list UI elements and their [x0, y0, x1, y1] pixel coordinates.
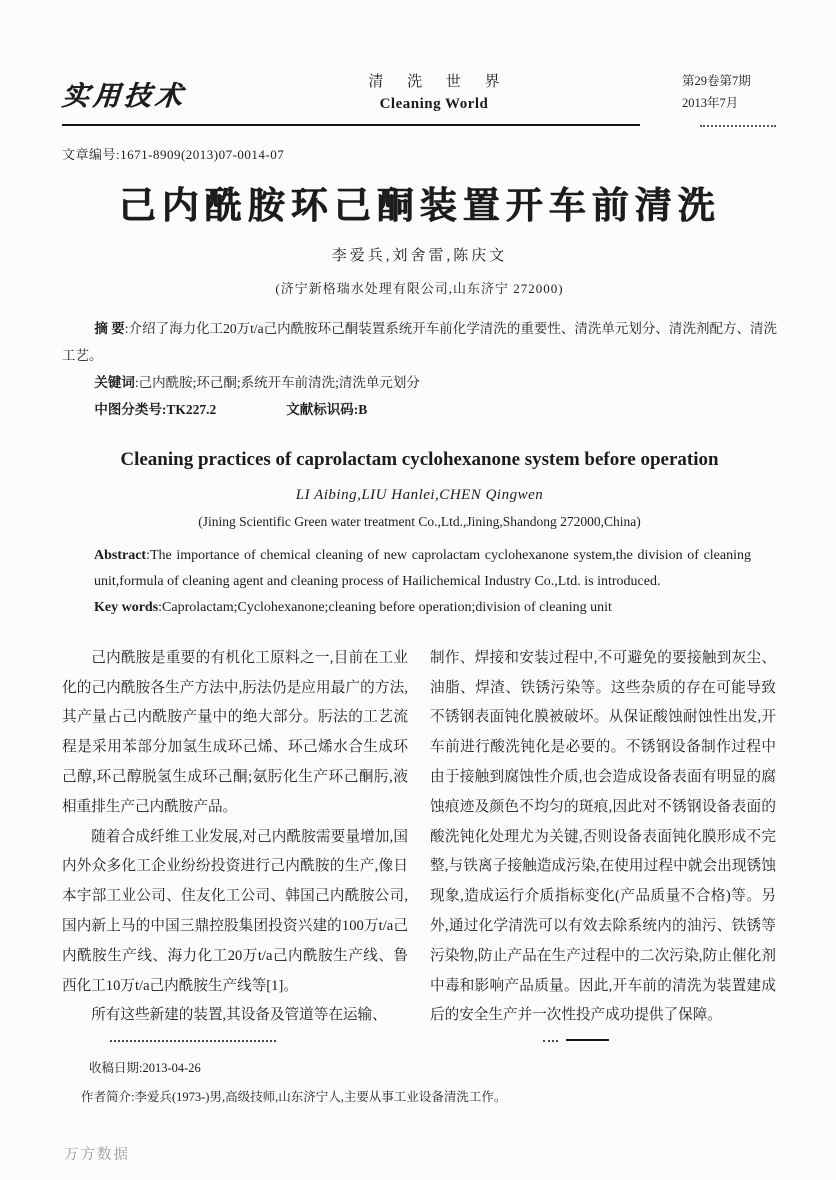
doc-code-value: :B [353, 401, 368, 417]
doc-code-label: 文献标识码 [286, 401, 354, 417]
clc-label: 中图分类号 [94, 401, 162, 417]
authors-cn: 李爱兵,刘舍雷,陈庆文 [331, 247, 508, 264]
abstract-cn-block [62, 315, 777, 423]
keywords-cn [62, 369, 777, 396]
body-column-left [62, 644, 408, 1031]
body-paragraph: 己内酰胺是重要的有机化工原料之一,目前在工业化的己内酰胺各生产方法中,肟法仍是应用最广的方法,其产量占己内酰胺产量中的绝大部分。肟法的工艺流程是采用苯部分加氢生成环己烯、环己烯水合生成环己醇,环己醇脱氢生成环己酮;氨肟化生产环己酮肟,液相重排生产己内酰胺产品。 [62, 649, 408, 815]
page-content [62, 0, 777, 1105]
body-column-right [430, 644, 776, 1031]
received-date: 收稿日期:2013-04-26 [89, 1061, 201, 1076]
abstract-cn-text: :介绍了海力化工20万t/a己内酰胺环己酮装置系统开车前化学清洗的重要性、清洗单元划分、清洗剂配方、清洗工艺。 [62, 320, 777, 363]
affiliation-en: (Jining Scientific Green water treatment Co.,Ltd.,Jining,Shandong 272000,China) [198, 513, 641, 529]
keywords-en-label: Key words [94, 599, 159, 615]
body-paragraph: 随着合成纤维工业发展,对己内酰胺需要量增加,国内外众多化工企业纷纷投资进行己内酰胺的生产,像日本宇部工业公司、住友化工公司、韩国己内酰胺公司,国内新上马的中国三鼎控股集团投资兴建的100万t/a己内酰胺生产线、海力化工20万t/a己内酰胺生产线、鲁西化工10万t/a己内酰胺生产线等[1]。 [62, 828, 408, 994]
title-en: Cleaning practices of caprolactam cyclohexanone system before operation [120, 448, 719, 470]
clc-value: :TK227.2 [161, 401, 217, 417]
column-label: 实用技术 [60, 81, 187, 112]
issue-date: 2013年7月 [681, 95, 739, 110]
journal-header [62, 70, 777, 115]
keywords-en-text: :Caprolactam;Cyclohexanone;cleaning before operation;division of cleaning unit [158, 599, 612, 615]
journal-title-block [358, 70, 509, 113]
body-columns [62, 644, 777, 1031]
keywords-cn-label: 关键词 [94, 374, 135, 390]
footnote-separator [62, 1036, 777, 1046]
abstract-cn-label: 摘 要 [94, 320, 125, 336]
journal-title-en: Cleaning World [379, 96, 489, 112]
page-title: 己内酰胺环己酮装置开车前清洗 [118, 183, 721, 227]
footnote-separator-dotted [110, 1040, 276, 1042]
abstract-cn [62, 315, 777, 369]
keywords-en [94, 595, 751, 621]
abstract-en [94, 543, 751, 595]
authors-en: LI Aibing,LIU Hanlei,CHEN Qingwen [295, 486, 544, 503]
wanfang-watermark: 万方数据 [64, 1147, 130, 1163]
article-number: 文章编号:1671-8909(2013)07-0014-07 [62, 146, 285, 162]
header-divider-solid [62, 124, 640, 126]
body-paragraph: 制作、焊接和安装过程中,不可避免的要接触到灰尘、油脂、焊渣、铁锈污染等。这些杂质的存在可能导致不锈钢表面钝化膜被破坏。从保证酸蚀耐蚀性出发,开车前进行酸洗钝化是必要的。不锈钢设备制作过程中由于接触到腐蚀性介质,也会造成设备表面有明显的腐蚀痕迹及颜色不均匀的斑痕,因此对不锈钢设备表面的酸洗钝化处理尤为关键,否则设备表面钝化膜形成不完整,与铁离子接触造成污染,在使用过程中就会出现锈蚀现象,造成运行介质指标变化(产品质量不合格)等。另外,通过化学清洗可以有效去除系统内的油污、铁锈等污染物,防止产品在生产过程中的二次污染,防止催化剂中毒和影响产品质量。因此,开车前的清洗为装置建成后的安全生产并一次性投产成功提供了保障。 [430, 649, 776, 1024]
end-mark-dots [543, 1040, 558, 1042]
header-divider-dotted [700, 125, 776, 127]
header-divider [62, 124, 777, 127]
abstract-en-block [62, 543, 777, 621]
abstract-en-label: Abstract [94, 547, 147, 563]
author-bio: 作者简介:李爱兵(1973-)男,高级技师,山东济宁人,主要从事工业设备清洗工作。 [81, 1090, 507, 1105]
abstract-en-text: :The importance of chemical cleaning of new caprolactam cyclohexanone system,the division of cleaning unit,formula of cleaning agent and cleaning process of Hailichemical Industry Co.,Ltd. is introduced. [94, 547, 751, 589]
volume-issue: 第29卷第7期 [681, 74, 751, 88]
end-mark-line [566, 1039, 609, 1041]
body-paragraph: 所有这些新建的装置,其设备及管道等在运输、 [91, 1007, 387, 1024]
affiliation-cn: (济宁新格瑞水处理有限公司,山东济宁 272000) [275, 280, 564, 296]
clc-line [62, 396, 777, 423]
keywords-cn-text: :己内酰胺;环己酮;系统开车前清洗;清洗单元划分 [134, 374, 420, 390]
issue-info [682, 71, 777, 115]
journal-title-cn: 清 洗 世 界 [368, 74, 510, 90]
